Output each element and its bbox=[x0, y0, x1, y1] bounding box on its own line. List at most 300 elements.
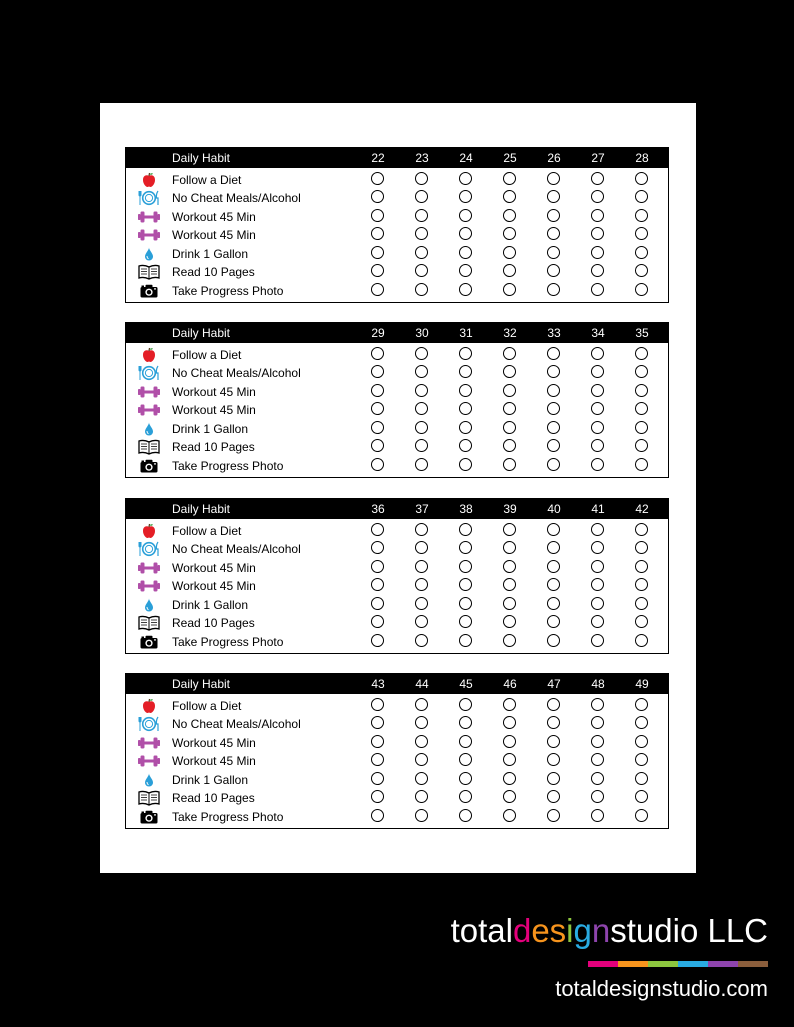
habit-checkbox[interactable] bbox=[371, 597, 384, 610]
habit-checkbox[interactable] bbox=[591, 790, 604, 803]
brand-name-part: d bbox=[512, 912, 532, 949]
habit-checkbox[interactable] bbox=[371, 283, 384, 296]
habit-checkbox[interactable] bbox=[503, 264, 516, 277]
habit-checkbox[interactable] bbox=[547, 809, 560, 822]
habit-checkbox[interactable] bbox=[635, 809, 648, 822]
habit-checkbox[interactable] bbox=[635, 246, 648, 259]
habit-checkbox[interactable] bbox=[459, 227, 472, 240]
habit-checkbox[interactable] bbox=[459, 402, 472, 415]
habit-checkbox[interactable] bbox=[459, 209, 472, 222]
habit-checkbox[interactable] bbox=[415, 597, 428, 610]
dumbbell-icon bbox=[137, 208, 161, 226]
day-number: 45 bbox=[459, 677, 473, 691]
habit-checkbox[interactable] bbox=[503, 384, 516, 397]
habit-checkbox[interactable] bbox=[635, 227, 648, 240]
color-stripe bbox=[648, 961, 678, 967]
habit-checkbox[interactable] bbox=[503, 365, 516, 378]
habit-checkbox[interactable] bbox=[415, 578, 428, 591]
habit-checkbox[interactable] bbox=[635, 597, 648, 610]
habit-checkbox[interactable] bbox=[371, 523, 384, 536]
habit-checkbox[interactable] bbox=[591, 615, 604, 628]
habit-row bbox=[126, 226, 668, 244]
habit-checkbox[interactable] bbox=[547, 541, 560, 554]
habit-checkbox[interactable] bbox=[635, 790, 648, 803]
day-number: 46 bbox=[503, 677, 517, 691]
apple-icon bbox=[137, 697, 161, 715]
habit-checkbox[interactable] bbox=[459, 634, 472, 647]
habit-checkbox[interactable] bbox=[635, 578, 648, 591]
habit-checkbox[interactable] bbox=[547, 772, 560, 785]
habit-label: Read 10 Pages bbox=[172, 616, 255, 630]
habit-week-table bbox=[125, 498, 669, 654]
habit-checkbox[interactable] bbox=[459, 809, 472, 822]
habit-checkbox[interactable] bbox=[415, 458, 428, 471]
habit-checkbox[interactable] bbox=[591, 698, 604, 711]
habit-checkbox[interactable] bbox=[591, 384, 604, 397]
camera-icon bbox=[137, 633, 161, 651]
habit-checkbox[interactable] bbox=[591, 209, 604, 222]
habit-checkbox[interactable] bbox=[635, 402, 648, 415]
habit-checkbox[interactable] bbox=[459, 264, 472, 277]
habit-checkbox[interactable] bbox=[591, 716, 604, 729]
habit-label: Workout 45 Min bbox=[172, 385, 256, 399]
habit-checkbox[interactable] bbox=[459, 384, 472, 397]
habit-checkbox[interactable] bbox=[371, 347, 384, 360]
habit-checkbox[interactable] bbox=[503, 347, 516, 360]
day-number: 49 bbox=[635, 677, 649, 691]
habit-checkbox[interactable] bbox=[547, 421, 560, 434]
habit-checkbox[interactable] bbox=[547, 246, 560, 259]
day-number: 27 bbox=[591, 151, 605, 165]
habit-checkbox[interactable] bbox=[591, 735, 604, 748]
habit-label: Read 10 Pages bbox=[172, 440, 255, 454]
habit-checkbox[interactable] bbox=[635, 735, 648, 748]
habit-checkbox[interactable] bbox=[591, 809, 604, 822]
habit-checkbox[interactable] bbox=[591, 578, 604, 591]
dumbbell-icon bbox=[137, 559, 161, 577]
habit-checkbox[interactable] bbox=[459, 365, 472, 378]
habit-checkbox[interactable] bbox=[459, 439, 472, 452]
brand-name-part: total bbox=[450, 912, 513, 949]
habit-row bbox=[126, 364, 668, 382]
day-number: 25 bbox=[503, 151, 517, 165]
habit-checkbox[interactable] bbox=[459, 347, 472, 360]
habit-checkbox[interactable] bbox=[415, 698, 428, 711]
habit-checkbox[interactable] bbox=[591, 439, 604, 452]
camera-icon bbox=[137, 282, 161, 300]
habit-row bbox=[126, 771, 668, 789]
habit-checkbox[interactable] bbox=[591, 246, 604, 259]
habit-checkbox[interactable] bbox=[547, 790, 560, 803]
habit-row bbox=[126, 263, 668, 281]
plate-cutlery-icon bbox=[137, 715, 161, 733]
habit-checkbox[interactable] bbox=[371, 421, 384, 434]
habit-label: Workout 45 Min bbox=[172, 736, 256, 750]
habit-checkbox[interactable] bbox=[635, 190, 648, 203]
habit-checkbox[interactable] bbox=[503, 209, 516, 222]
habit-checkbox[interactable] bbox=[547, 634, 560, 647]
habit-checkbox[interactable] bbox=[547, 209, 560, 222]
day-number: 28 bbox=[635, 151, 649, 165]
habit-checkbox[interactable] bbox=[371, 246, 384, 259]
habit-checkbox[interactable] bbox=[591, 634, 604, 647]
table-header bbox=[126, 323, 668, 343]
habit-label: Read 10 Pages bbox=[172, 265, 255, 279]
habit-checkbox[interactable] bbox=[503, 560, 516, 573]
water-drop-icon bbox=[137, 771, 161, 789]
habit-checkbox[interactable] bbox=[635, 541, 648, 554]
habit-row bbox=[126, 633, 668, 651]
habit-checkbox[interactable] bbox=[547, 190, 560, 203]
habit-checkbox[interactable] bbox=[415, 541, 428, 554]
habit-checkbox[interactable] bbox=[503, 283, 516, 296]
habit-checkbox[interactable] bbox=[371, 790, 384, 803]
habit-checkbox[interactable] bbox=[591, 753, 604, 766]
habit-checkbox[interactable] bbox=[415, 209, 428, 222]
habit-row bbox=[126, 171, 668, 189]
habit-label: Workout 45 Min bbox=[172, 754, 256, 768]
brand-name-part: s bbox=[549, 912, 567, 949]
habit-checkbox[interactable] bbox=[371, 402, 384, 415]
habit-row bbox=[126, 596, 668, 614]
habit-checkbox[interactable] bbox=[635, 772, 648, 785]
habit-checkbox[interactable] bbox=[371, 578, 384, 591]
habit-checkbox[interactable] bbox=[503, 716, 516, 729]
habit-row bbox=[126, 808, 668, 826]
habit-week-table bbox=[125, 147, 669, 303]
habit-checkbox[interactable] bbox=[371, 384, 384, 397]
habit-week-table bbox=[125, 322, 669, 478]
water-drop-icon bbox=[137, 245, 161, 263]
habit-row bbox=[126, 189, 668, 207]
habit-row bbox=[126, 540, 668, 558]
habit-checkbox[interactable] bbox=[591, 772, 604, 785]
habit-label: Follow a Diet bbox=[172, 699, 242, 713]
color-stripe bbox=[738, 961, 768, 967]
water-drop-icon bbox=[137, 596, 161, 614]
habit-checkbox[interactable] bbox=[371, 615, 384, 628]
habit-checkbox[interactable] bbox=[635, 753, 648, 766]
habit-checkbox[interactable] bbox=[415, 384, 428, 397]
table-header bbox=[126, 674, 668, 694]
dumbbell-icon bbox=[137, 577, 161, 595]
habit-checkbox[interactable] bbox=[371, 227, 384, 240]
brand-name bbox=[451, 912, 768, 950]
habit-week-table bbox=[125, 673, 669, 829]
apple-icon bbox=[137, 522, 161, 540]
habit-checkbox[interactable] bbox=[635, 365, 648, 378]
habit-checkbox[interactable] bbox=[415, 735, 428, 748]
habit-label: Take Progress Photo bbox=[172, 810, 284, 824]
habit-checkbox[interactable] bbox=[415, 716, 428, 729]
habit-checkbox[interactable] bbox=[459, 597, 472, 610]
habit-checkbox[interactable] bbox=[503, 190, 516, 203]
table-header bbox=[126, 148, 668, 168]
habit-row bbox=[126, 282, 668, 300]
day-number: 43 bbox=[371, 677, 385, 691]
open-book-icon bbox=[137, 263, 161, 281]
habit-row bbox=[126, 457, 668, 475]
habit-checkbox[interactable] bbox=[591, 597, 604, 610]
day-number: 42 bbox=[635, 502, 649, 516]
habit-checkbox[interactable] bbox=[635, 698, 648, 711]
habit-checkbox[interactable] bbox=[547, 283, 560, 296]
habit-checkbox[interactable] bbox=[503, 523, 516, 536]
habit-checkbox[interactable] bbox=[415, 790, 428, 803]
habit-checkbox[interactable] bbox=[547, 458, 560, 471]
habit-checkbox[interactable] bbox=[547, 402, 560, 415]
habit-checkbox[interactable] bbox=[415, 402, 428, 415]
habit-checkbox[interactable] bbox=[371, 209, 384, 222]
habit-checkbox[interactable] bbox=[591, 402, 604, 415]
habit-checkbox[interactable] bbox=[635, 384, 648, 397]
habit-checkbox[interactable] bbox=[415, 809, 428, 822]
habit-checkbox[interactable] bbox=[371, 190, 384, 203]
habit-checkbox[interactable] bbox=[635, 458, 648, 471]
habit-checkbox[interactable] bbox=[547, 523, 560, 536]
dumbbell-icon bbox=[137, 383, 161, 401]
day-number: 41 bbox=[591, 502, 605, 516]
habit-checkbox[interactable] bbox=[635, 523, 648, 536]
habit-label: Workout 45 Min bbox=[172, 228, 256, 242]
planner-page bbox=[100, 103, 696, 873]
habit-checkbox[interactable] bbox=[371, 439, 384, 452]
habit-checkbox[interactable] bbox=[459, 790, 472, 803]
day-number: 30 bbox=[415, 326, 429, 340]
habit-checkbox[interactable] bbox=[591, 347, 604, 360]
habit-checkbox[interactable] bbox=[371, 753, 384, 766]
habit-checkbox[interactable] bbox=[503, 790, 516, 803]
day-number: 32 bbox=[503, 326, 517, 340]
habit-label: Follow a Diet bbox=[172, 173, 242, 187]
habit-label: Drink 1 Gallon bbox=[172, 773, 249, 787]
habit-row bbox=[126, 522, 668, 540]
day-number: 39 bbox=[503, 502, 517, 516]
habit-checkbox[interactable] bbox=[503, 578, 516, 591]
habit-checkbox[interactable] bbox=[371, 634, 384, 647]
day-number: 29 bbox=[371, 326, 385, 340]
habit-checkbox[interactable] bbox=[503, 698, 516, 711]
habit-checkbox[interactable] bbox=[547, 597, 560, 610]
habit-checkbox[interactable] bbox=[635, 347, 648, 360]
habit-checkbox[interactable] bbox=[503, 458, 516, 471]
plate-cutlery-icon bbox=[137, 364, 161, 382]
habit-checkbox[interactable] bbox=[547, 716, 560, 729]
habit-checkbox[interactable] bbox=[371, 809, 384, 822]
plate-cutlery-icon bbox=[137, 189, 161, 207]
day-number: 24 bbox=[459, 151, 473, 165]
brand-name-part: studio LLC bbox=[610, 912, 768, 949]
habit-checkbox[interactable] bbox=[503, 597, 516, 610]
habit-checkbox[interactable] bbox=[635, 716, 648, 729]
habit-checkbox[interactable] bbox=[591, 458, 604, 471]
habit-checkbox[interactable] bbox=[547, 439, 560, 452]
habit-checkbox[interactable] bbox=[547, 172, 560, 185]
habit-checkbox[interactable] bbox=[459, 753, 472, 766]
habit-label: Take Progress Photo bbox=[172, 284, 284, 298]
habit-checkbox[interactable] bbox=[503, 541, 516, 554]
habit-row bbox=[126, 734, 668, 752]
habit-checkbox[interactable] bbox=[459, 458, 472, 471]
habit-checkbox[interactable] bbox=[371, 264, 384, 277]
habit-checkbox[interactable] bbox=[503, 772, 516, 785]
habit-checkbox[interactable] bbox=[415, 347, 428, 360]
dumbbell-icon bbox=[137, 226, 161, 244]
habit-checkbox[interactable] bbox=[503, 753, 516, 766]
habit-checkbox[interactable] bbox=[459, 560, 472, 573]
habit-checkbox[interactable] bbox=[415, 439, 428, 452]
habit-checkbox[interactable] bbox=[459, 615, 472, 628]
habit-checkbox[interactable] bbox=[591, 421, 604, 434]
habit-checkbox[interactable] bbox=[591, 560, 604, 573]
habit-checkbox[interactable] bbox=[547, 753, 560, 766]
habit-checkbox[interactable] bbox=[503, 735, 516, 748]
day-number: 47 bbox=[547, 677, 561, 691]
habit-checkbox[interactable] bbox=[503, 615, 516, 628]
habit-checkbox[interactable] bbox=[371, 772, 384, 785]
habit-checkbox[interactable] bbox=[459, 772, 472, 785]
habit-checkbox[interactable] bbox=[503, 172, 516, 185]
habit-checkbox[interactable] bbox=[591, 227, 604, 240]
habit-checkbox[interactable] bbox=[591, 541, 604, 554]
habit-checkbox[interactable] bbox=[371, 698, 384, 711]
habit-checkbox[interactable] bbox=[503, 227, 516, 240]
open-book-icon bbox=[137, 614, 161, 632]
habit-checkbox[interactable] bbox=[459, 172, 472, 185]
habit-label: Workout 45 Min bbox=[172, 210, 256, 224]
habit-checkbox[interactable] bbox=[635, 172, 648, 185]
header-title: Daily Habit bbox=[172, 326, 231, 340]
dumbbell-icon bbox=[137, 401, 161, 419]
habit-checkbox[interactable] bbox=[635, 615, 648, 628]
habit-row bbox=[126, 697, 668, 715]
brand-name-part: i bbox=[566, 912, 574, 949]
brand-color-stripes bbox=[588, 961, 768, 967]
habit-checkbox[interactable] bbox=[547, 578, 560, 591]
dumbbell-icon bbox=[137, 752, 161, 770]
open-book-icon bbox=[137, 789, 161, 807]
habit-checkbox[interactable] bbox=[635, 209, 648, 222]
habit-checkbox[interactable] bbox=[547, 698, 560, 711]
habit-checkbox[interactable] bbox=[459, 523, 472, 536]
habit-checkbox[interactable] bbox=[591, 172, 604, 185]
habit-checkbox[interactable] bbox=[635, 264, 648, 277]
habit-checkbox[interactable] bbox=[547, 560, 560, 573]
habit-checkbox[interactable] bbox=[503, 439, 516, 452]
day-number: 36 bbox=[371, 502, 385, 516]
habit-checkbox[interactable] bbox=[547, 264, 560, 277]
day-number: 22 bbox=[371, 151, 385, 165]
habit-checkbox[interactable] bbox=[415, 283, 428, 296]
habit-row bbox=[126, 559, 668, 577]
habit-row bbox=[126, 715, 668, 733]
color-stripe bbox=[618, 961, 648, 967]
habit-label: No Cheat Meals/Alcohol bbox=[172, 717, 301, 731]
habit-checkbox[interactable] bbox=[459, 735, 472, 748]
habit-checkbox[interactable] bbox=[415, 634, 428, 647]
habit-checkbox[interactable] bbox=[415, 264, 428, 277]
habit-checkbox[interactable] bbox=[415, 753, 428, 766]
day-number: 31 bbox=[459, 326, 473, 340]
habit-checkbox[interactable] bbox=[415, 190, 428, 203]
habit-checkbox[interactable] bbox=[459, 716, 472, 729]
color-stripe bbox=[678, 961, 708, 967]
habit-checkbox[interactable] bbox=[415, 421, 428, 434]
habit-checkbox[interactable] bbox=[503, 246, 516, 259]
habit-checkbox[interactable] bbox=[371, 365, 384, 378]
habit-checkbox[interactable] bbox=[547, 615, 560, 628]
habit-checkbox[interactable] bbox=[547, 227, 560, 240]
day-number: 38 bbox=[459, 502, 473, 516]
habit-checkbox[interactable] bbox=[547, 347, 560, 360]
habit-label: Workout 45 Min bbox=[172, 579, 256, 593]
color-stripe bbox=[708, 961, 738, 967]
habit-checkbox[interactable] bbox=[591, 523, 604, 536]
habit-label: Take Progress Photo bbox=[172, 635, 284, 649]
habit-checkbox[interactable] bbox=[415, 560, 428, 573]
habit-row bbox=[126, 438, 668, 456]
habit-checkbox[interactable] bbox=[635, 634, 648, 647]
habit-label: Drink 1 Gallon bbox=[172, 598, 249, 612]
habit-checkbox[interactable] bbox=[371, 735, 384, 748]
habit-checkbox[interactable] bbox=[591, 365, 604, 378]
table-header bbox=[126, 499, 668, 519]
habit-checkbox[interactable] bbox=[591, 264, 604, 277]
habit-checkbox[interactable] bbox=[459, 283, 472, 296]
habit-checkbox[interactable] bbox=[371, 541, 384, 554]
habit-checkbox[interactable] bbox=[459, 190, 472, 203]
habit-checkbox[interactable] bbox=[371, 172, 384, 185]
apple-icon bbox=[137, 346, 161, 364]
habit-checkbox[interactable] bbox=[635, 560, 648, 573]
habit-checkbox[interactable] bbox=[503, 402, 516, 415]
habit-label: Workout 45 Min bbox=[172, 561, 256, 575]
habit-checkbox[interactable] bbox=[415, 172, 428, 185]
habit-checkbox[interactable] bbox=[415, 246, 428, 259]
habit-checkbox[interactable] bbox=[635, 421, 648, 434]
habit-checkbox[interactable] bbox=[547, 384, 560, 397]
habit-checkbox[interactable] bbox=[635, 439, 648, 452]
habit-checkbox[interactable] bbox=[459, 421, 472, 434]
habit-checkbox[interactable] bbox=[635, 283, 648, 296]
habit-checkbox[interactable] bbox=[503, 421, 516, 434]
habit-checkbox[interactable] bbox=[459, 246, 472, 259]
habit-checkbox[interactable] bbox=[503, 634, 516, 647]
habit-checkbox[interactable] bbox=[415, 523, 428, 536]
habit-checkbox[interactable] bbox=[591, 283, 604, 296]
habit-checkbox[interactable] bbox=[459, 541, 472, 554]
habit-checkbox[interactable] bbox=[415, 365, 428, 378]
habit-checkbox[interactable] bbox=[371, 458, 384, 471]
habit-checkbox[interactable] bbox=[591, 190, 604, 203]
habit-row bbox=[126, 577, 668, 595]
habit-label: Drink 1 Gallon bbox=[172, 247, 249, 261]
habit-checkbox[interactable] bbox=[371, 560, 384, 573]
habit-label: No Cheat Meals/Alcohol bbox=[172, 542, 301, 556]
habit-checkbox[interactable] bbox=[415, 772, 428, 785]
habit-checkbox[interactable] bbox=[459, 578, 472, 591]
habit-checkbox[interactable] bbox=[415, 227, 428, 240]
open-book-icon bbox=[137, 438, 161, 456]
habit-checkbox[interactable] bbox=[547, 365, 560, 378]
habit-checkbox[interactable] bbox=[415, 615, 428, 628]
habit-checkbox[interactable] bbox=[503, 809, 516, 822]
habit-checkbox[interactable] bbox=[547, 735, 560, 748]
habit-checkbox[interactable] bbox=[459, 698, 472, 711]
habit-row bbox=[126, 420, 668, 438]
camera-icon bbox=[137, 457, 161, 475]
habit-checkbox[interactable] bbox=[371, 716, 384, 729]
